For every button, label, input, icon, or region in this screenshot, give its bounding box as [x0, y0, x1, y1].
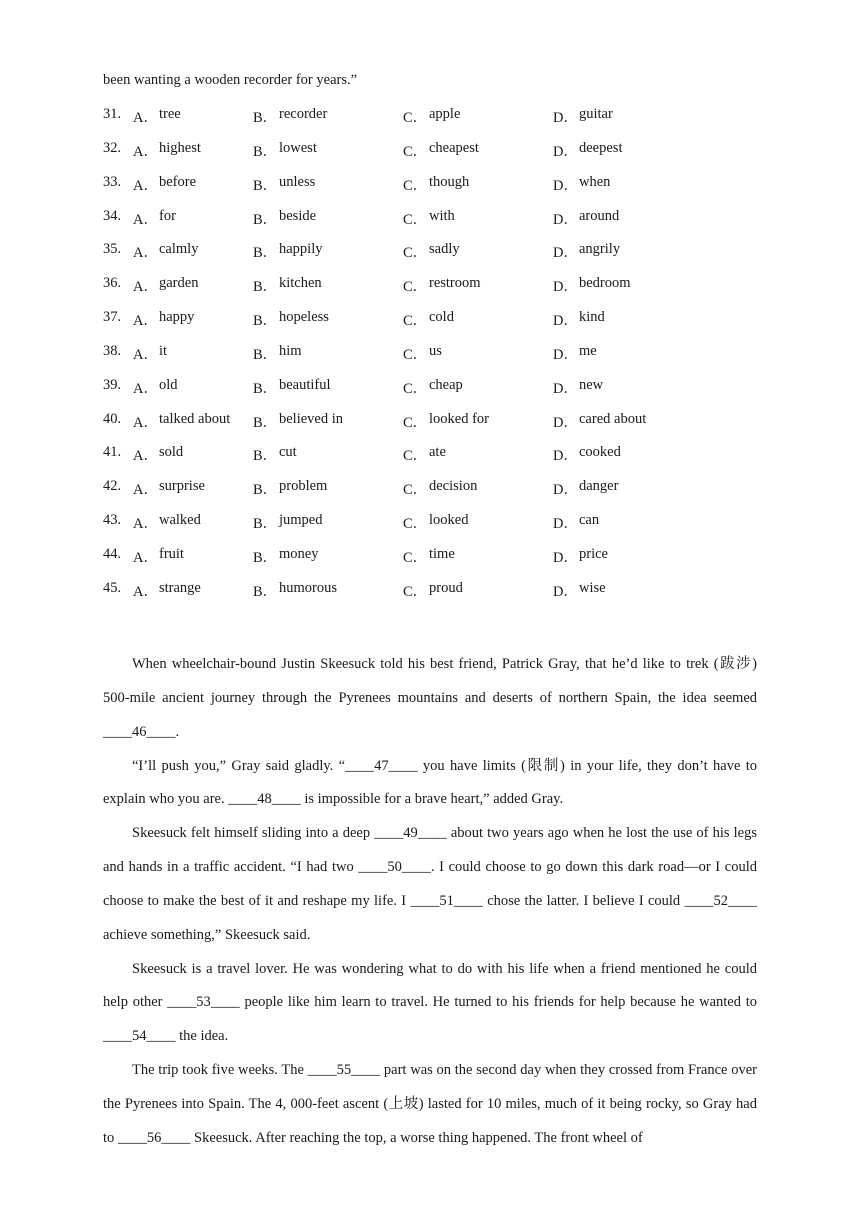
option-c — [403, 208, 553, 229]
option-letter: A． — [133, 177, 158, 194]
passage-paragraph: When wheelchair-bound Justin Skeesuck told his best friend, Patrick Gray, that he’d like to trek (跋涉) 500-mile ancient journey through the Pyrenees mountains and deserts of northern Spain, the idea seemed ____46____. — [103, 656, 757, 740]
question-number: 42. — [103, 478, 122, 495]
option-text: lowest — [279, 139, 317, 156]
option-b — [253, 377, 403, 398]
option-text: old — [159, 376, 178, 393]
option-a — [133, 377, 253, 398]
option-text: cared about — [579, 410, 647, 427]
option-a — [133, 140, 253, 161]
option-text: hopeless — [279, 309, 329, 326]
question-row — [103, 309, 763, 343]
option-a — [133, 241, 253, 262]
option-text: happy — [159, 309, 195, 326]
question-number: 38. — [103, 342, 122, 359]
question-number: 40. — [103, 410, 122, 427]
option-text: money — [279, 545, 319, 562]
question-number: 36. — [103, 275, 122, 292]
option-b — [253, 140, 403, 161]
option-b — [253, 309, 403, 330]
option-letter: A． — [133, 516, 158, 533]
option-a — [133, 546, 253, 567]
option-text: before — [159, 173, 197, 190]
option-b — [253, 208, 403, 229]
reading-passage — [103, 648, 757, 1156]
option-a — [133, 580, 253, 601]
question-row — [103, 208, 763, 242]
option-text: us — [429, 342, 442, 359]
passage-paragraph: Skeesuck is a travel lover. He was wondering what to do with his life when a friend mentioned he could help other ____53____ people like him learn to travel. He turned to his friends for help because he wanted to ____54____ the idea. — [103, 960, 757, 1045]
option-a — [133, 174, 253, 195]
option-letter: A． — [133, 313, 158, 330]
option-letter: B． — [253, 448, 278, 465]
question-row — [103, 580, 763, 614]
option-c — [403, 343, 553, 364]
option-letter: C． — [403, 414, 428, 431]
option-letter: D． — [553, 279, 578, 296]
option-text: cooked — [579, 444, 621, 461]
option-letter: B． — [253, 346, 278, 363]
question-number: 34. — [103, 207, 122, 224]
option-d — [553, 208, 703, 229]
option-d — [553, 411, 703, 432]
option-c — [403, 444, 553, 465]
option-d — [553, 444, 703, 465]
question-number: 45. — [103, 579, 122, 596]
option-a — [133, 444, 253, 465]
option-text: decision — [429, 478, 478, 495]
option-letter: C． — [403, 211, 428, 228]
option-a — [133, 343, 253, 364]
option-text: cheapest — [429, 139, 479, 156]
option-text: when — [579, 173, 611, 190]
question-number: 43. — [103, 512, 122, 529]
option-c — [403, 174, 553, 195]
option-d — [553, 309, 703, 330]
option-text: restroom — [429, 275, 481, 292]
option-letter: D． — [553, 583, 578, 600]
question-row — [103, 106, 763, 140]
option-letter: B． — [253, 211, 278, 228]
option-letter: D． — [553, 482, 578, 499]
option-letter: C． — [403, 583, 428, 600]
option-letter: B． — [253, 516, 278, 533]
option-text: guitar — [579, 106, 613, 122]
option-a — [133, 411, 253, 432]
option-text: strange — [159, 579, 201, 596]
option-d — [553, 174, 703, 195]
option-letter: A． — [133, 346, 158, 363]
option-text: walked — [159, 512, 201, 529]
question-row — [103, 478, 763, 512]
option-letter: D． — [553, 211, 578, 228]
option-letter: D． — [553, 245, 578, 262]
option-letter: B． — [253, 414, 278, 431]
question-row — [103, 140, 763, 174]
question-row — [103, 411, 763, 445]
option-c — [403, 546, 553, 567]
option-text: garden — [159, 275, 199, 292]
question-number: 31. — [103, 106, 122, 122]
question-number: 44. — [103, 545, 122, 562]
option-letter: B． — [253, 482, 278, 499]
option-letter: D． — [553, 549, 578, 566]
option-a — [133, 478, 253, 499]
option-d — [553, 478, 703, 499]
option-b — [253, 580, 403, 601]
option-letter: A． — [133, 279, 158, 296]
question-row — [103, 444, 763, 478]
option-d — [553, 546, 703, 567]
option-text: surprise — [159, 478, 205, 495]
option-d — [553, 377, 703, 398]
passage-paragraph: Skeesuck felt himself sliding into a deep ____49____ about two years ago when he lost the use of his legs and hands in a traffic accident. “I had two ____50____. I could choose to go down this dark road—or I could choose to make the best of it and reshape my life. I ____51____ chose the latter. I believe I could ____52____ achieve something,” Skeesuck said. — [103, 825, 757, 943]
question-number: 35. — [103, 241, 122, 258]
option-b — [253, 478, 403, 499]
option-letter: C． — [403, 448, 428, 465]
option-text: cut — [279, 444, 297, 461]
question-number: 32. — [103, 139, 122, 156]
option-letter: C． — [403, 110, 428, 126]
option-c — [403, 140, 553, 161]
option-letter: D． — [553, 516, 578, 533]
option-text: unless — [279, 173, 316, 190]
option-letter: B． — [253, 177, 278, 194]
option-b — [253, 275, 403, 296]
option-letter: A． — [133, 110, 158, 126]
question-row — [103, 275, 763, 309]
question-row — [103, 546, 763, 580]
option-a — [133, 208, 253, 229]
option-text: wise — [579, 579, 606, 596]
question-row — [103, 174, 763, 208]
option-text: though — [429, 173, 470, 190]
option-text: it — [159, 342, 168, 359]
option-text: for — [159, 207, 176, 224]
option-text: bedroom — [579, 275, 631, 292]
option-letter: C． — [403, 177, 428, 194]
option-text: talked about — [159, 410, 231, 427]
option-c — [403, 478, 553, 499]
option-letter: A． — [133, 482, 158, 499]
option-text: angrily — [579, 241, 621, 258]
option-text: humorous — [279, 579, 337, 596]
option-text: deepest — [579, 139, 623, 156]
option-c — [403, 106, 553, 127]
passage-paragraph: The trip took five weeks. The ____55____ part was on the second day when they crossed from France over the Pyrenees into Spain. The 4, 000-feet ascent (上坡) lasted for 10 miles, much of it being rocky, so Gray had to ____56____ Skeesuck. After reaching the top, a worse thing happened. The front wheel of — [103, 1062, 757, 1146]
option-letter: A． — [133, 211, 158, 228]
option-letter: A． — [133, 414, 158, 431]
option-letter: B． — [253, 549, 278, 566]
option-text: beside — [279, 207, 317, 224]
option-d — [553, 343, 703, 364]
option-letter: C． — [403, 143, 428, 160]
option-letter: D． — [553, 414, 578, 431]
passage-continuation-line: been wanting a wooden recorder for years.” — [103, 72, 358, 88]
option-text: cheap — [429, 376, 463, 393]
option-letter: B． — [253, 279, 278, 296]
option-d — [553, 241, 703, 262]
option-text: me — [579, 342, 597, 359]
question-row — [103, 512, 763, 546]
option-c — [403, 275, 553, 296]
option-letter: A． — [133, 245, 158, 262]
option-text: looked for — [429, 410, 489, 427]
option-text: with — [429, 207, 455, 224]
option-c — [403, 512, 553, 533]
option-letter: D． — [553, 380, 578, 397]
option-c — [403, 377, 553, 398]
option-text: problem — [279, 478, 328, 495]
option-text: happily — [279, 241, 323, 258]
option-text: beautiful — [279, 376, 331, 393]
option-d — [553, 106, 703, 127]
option-letter: B． — [253, 583, 278, 600]
option-letter: B． — [253, 110, 278, 126]
option-text: can — [579, 512, 600, 529]
option-letter: C． — [403, 482, 428, 499]
option-letter: A． — [133, 143, 158, 160]
question-row — [103, 343, 763, 377]
option-letter: C． — [403, 516, 428, 533]
option-d — [553, 140, 703, 161]
option-text: time — [429, 545, 455, 562]
option-text: believed in — [279, 410, 344, 427]
option-letter: C． — [403, 279, 428, 296]
question-number: 37. — [103, 309, 122, 326]
option-letter: B． — [253, 245, 278, 262]
option-b — [253, 444, 403, 465]
option-letter: A． — [133, 448, 158, 465]
option-letter: A． — [133, 380, 158, 397]
option-letter: D． — [553, 448, 578, 465]
question-number: 41. — [103, 444, 122, 461]
option-c — [403, 241, 553, 262]
option-b — [253, 241, 403, 262]
option-text: him — [279, 342, 302, 359]
passage-paragraph: “I’ll push you,” Gray said gladly. “____47____ you have limits (限制) in your life, they don’t have to explain who you are. ____48____ is impossible for a brave heart,” added Gray. — [103, 757, 757, 808]
option-c — [403, 411, 553, 432]
option-text: new — [579, 376, 604, 393]
option-text: cold — [429, 309, 454, 326]
option-letter: C． — [403, 346, 428, 363]
option-c — [403, 580, 553, 601]
option-text: fruit — [159, 545, 184, 562]
option-d — [553, 512, 703, 533]
option-a — [133, 309, 253, 330]
option-text: looked — [429, 512, 469, 529]
option-text: jumped — [279, 512, 323, 529]
option-text: around — [579, 207, 620, 224]
option-c — [403, 309, 553, 330]
option-letter: B． — [253, 380, 278, 397]
option-d — [553, 580, 703, 601]
option-b — [253, 411, 403, 432]
option-text: kitchen — [279, 275, 322, 292]
option-text: ate — [429, 444, 446, 461]
question-row — [103, 377, 763, 411]
option-letter: C． — [403, 380, 428, 397]
question-number: 39. — [103, 376, 122, 393]
option-b — [253, 512, 403, 533]
option-text: proud — [429, 579, 463, 596]
option-letter: D． — [553, 177, 578, 194]
option-text: calmly — [159, 241, 199, 258]
option-b — [253, 106, 403, 127]
option-text: recorder — [279, 106, 328, 122]
option-letter: D． — [553, 346, 578, 363]
option-letter: B． — [253, 143, 278, 160]
option-text: tree — [159, 106, 181, 122]
option-text: price — [579, 545, 608, 562]
option-a — [133, 275, 253, 296]
option-text: kind — [579, 309, 605, 326]
option-text: sadly — [429, 241, 460, 258]
option-letter: D． — [553, 313, 578, 330]
option-a — [133, 512, 253, 533]
question-number: 33. — [103, 173, 122, 190]
option-letter: C． — [403, 245, 428, 262]
option-text: highest — [159, 139, 201, 156]
option-letter: C． — [403, 313, 428, 330]
option-b — [253, 343, 403, 364]
option-letter: D． — [553, 110, 578, 126]
option-b — [253, 546, 403, 567]
option-text: danger — [579, 478, 619, 495]
question-row — [103, 241, 763, 275]
option-letter: B． — [253, 313, 278, 330]
option-letter: A． — [133, 549, 158, 566]
option-letter: C． — [403, 549, 428, 566]
option-b — [253, 174, 403, 195]
option-a — [133, 106, 253, 127]
option-text: apple — [429, 106, 461, 122]
option-d — [553, 275, 703, 296]
option-text: sold — [159, 444, 184, 461]
option-letter: D． — [553, 143, 578, 160]
option-letter: A． — [133, 583, 158, 600]
options-list — [103, 106, 763, 614]
